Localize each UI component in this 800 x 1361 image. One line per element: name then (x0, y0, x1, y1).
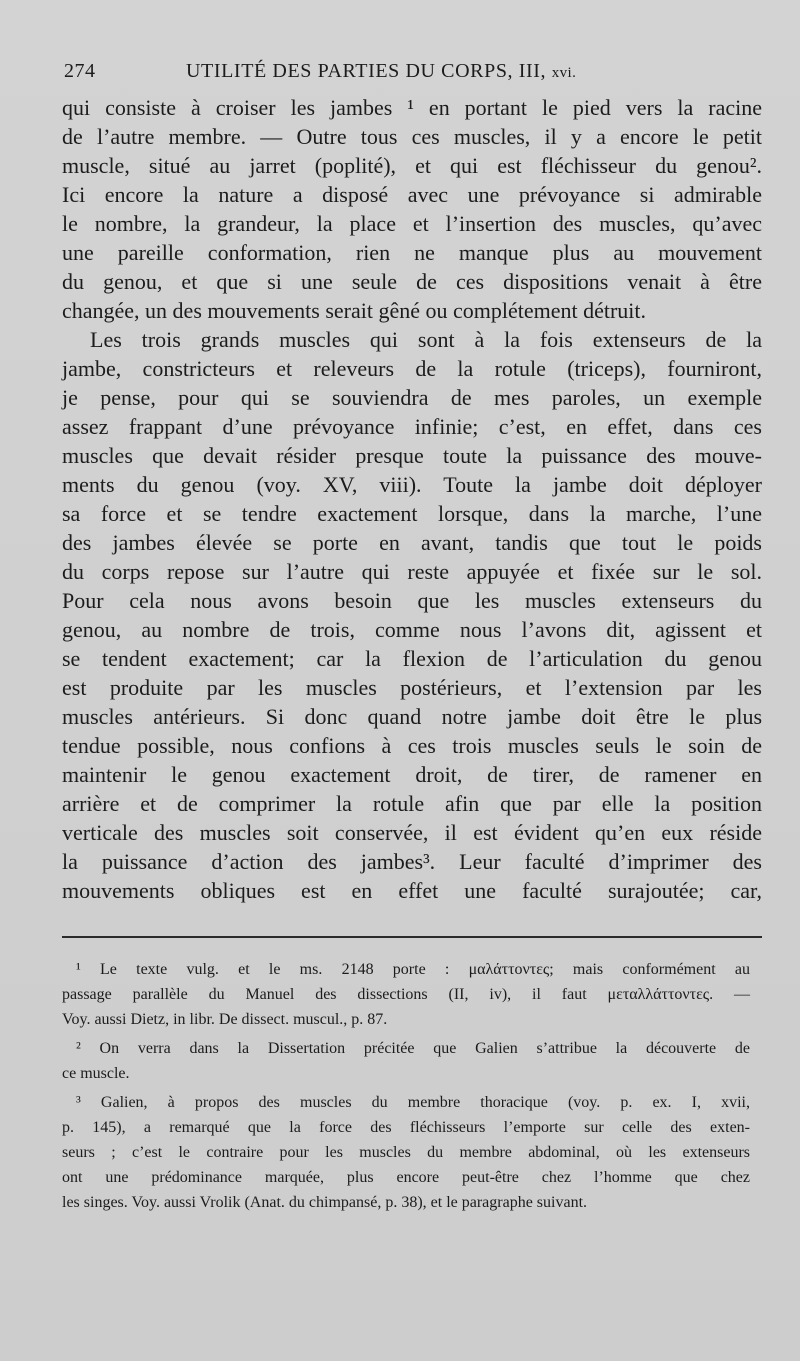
footnote-line: p. 145), a remarqué que la force des fléchisseurs l’emporte sur celle des exten- (62, 1119, 750, 1136)
text-line: se tendent exactement; car la flexion de l’articulation du genou (62, 646, 762, 671)
running-title-book: xvi. (551, 65, 577, 81)
footnote-line: Voy. aussi Dietz, in libr. De dissect. muscul., p. 87. (62, 1011, 388, 1028)
text-line: muscles que devait résider presque toute la puissance des mouve- (62, 443, 762, 468)
footnote-line: seurs ; c’est le contraire pour les muscles du membre abdominal, où les extenseurs (62, 1144, 750, 1161)
running-title (186, 60, 576, 83)
text-line: changée, un des mouvements serait gêné ou complétement détruit. (62, 298, 647, 323)
text-line: assez frappant d’une prévoyance infinie; c’est, en effet, dans ces (62, 414, 762, 439)
text-line: de l’autre membre. — Outre tous ces muscles, il y a encore le petit (62, 124, 762, 149)
text-line: Les trois grands muscles qui sont à la fois extenseurs de la (90, 327, 762, 352)
footnote-line: ont une prédominance marquée, plus encore peut-être chez l’homme que chez (62, 1169, 750, 1186)
text-line: du genou, et que si une seule de ces dispositions venait à être (62, 269, 762, 294)
footnote-line: passage parallèle du Manuel des dissections (II, iv), il faut μεταλλάττοντες. — (62, 986, 750, 1003)
running-title-text: UTILITÉ DES PARTIES DU CORPS, III, (186, 60, 547, 82)
text-line: mouvements obliques est en effet une faculté surajoutée; car, (62, 878, 762, 903)
footnote-2 (62, 1036, 750, 1086)
text-line: ments du genou (voy. XV, viii). Toute la jambe doit déployer (62, 472, 762, 497)
footnote-divider (62, 936, 762, 938)
text-line: muscle, situé au jarret (poplité), et qui est fléchisseur du genou². (62, 153, 762, 178)
footnote-line: ² On verra dans la Dissertation précitée que Galien s’attribue la découverte de (76, 1040, 750, 1057)
text-line: du corps repose sur l’autre qui reste appuyée et fixée sur le sol. (62, 559, 762, 584)
page-header (64, 60, 744, 90)
footnotes (62, 957, 750, 1219)
text-line: qui consiste à croiser les jambes ¹ en portant le pied vers la racine (62, 95, 762, 120)
text-line: maintenir le genou exactement droit, de tirer, de ramener en (62, 762, 762, 787)
footnote-line: ce muscle. (62, 1065, 130, 1082)
footnote-line: ¹ Le texte vulg. et le ms. 2148 porte : μαλάττοντες; mais conformément au (76, 961, 750, 978)
text-line: le nombre, la grandeur, la place et l’insertion des muscles, qu’avec (62, 211, 762, 236)
footnote-1 (62, 957, 750, 1032)
text-line: je pense, pour qui se souviendra de mes paroles, un exemple (62, 385, 762, 410)
text-line: Pour cela nous avons besoin que les muscles extenseurs du (62, 588, 762, 613)
footnote-line: ³ Galien, à propos des muscles du membre thoracique (voy. p. ex. I, xvii, (76, 1094, 750, 1111)
text-line: tendue possible, nous confions à ces trois muscles seuls le soin de (62, 733, 762, 758)
text-line: des jambes élevée se porte en avant, tandis que tout le poids (62, 530, 762, 555)
text-line: la puissance d’action des jambes³. Leur faculté d’imprimer des (62, 849, 762, 874)
text-line: Ici encore la nature a disposé avec une prévoyance si admirable (62, 182, 762, 207)
text-line: arrière et de comprimer la rotule afin que par elle la position (62, 791, 762, 816)
page-number: 274 (64, 60, 96, 82)
main-text (62, 93, 762, 905)
footnote-line: les singes. Voy. aussi Vrolik (Anat. du chimpansé, p. 38), et le paragraphe suivant. (62, 1194, 588, 1211)
text-line: jambe, constricteurs et releveurs de la rotule (triceps), fourniront, (62, 356, 762, 381)
text-line: genou, au nombre de trois, comme nous l’avons dit, agissent et (62, 617, 762, 642)
text-line: muscles antérieurs. Si donc quand notre jambe doit être le plus (62, 704, 762, 729)
text-line: sa force et se tendre exactement lorsque, dans la marche, l’une (62, 501, 762, 526)
footnote-3 (62, 1090, 750, 1215)
text-line: est produite par les muscles postérieurs, et l’extension par les (62, 675, 762, 700)
text-line: verticale des muscles soit conservée, il est évident qu’en eux réside (62, 820, 762, 845)
text-line: une pareille conformation, rien ne manque plus au mouvement (62, 240, 762, 265)
